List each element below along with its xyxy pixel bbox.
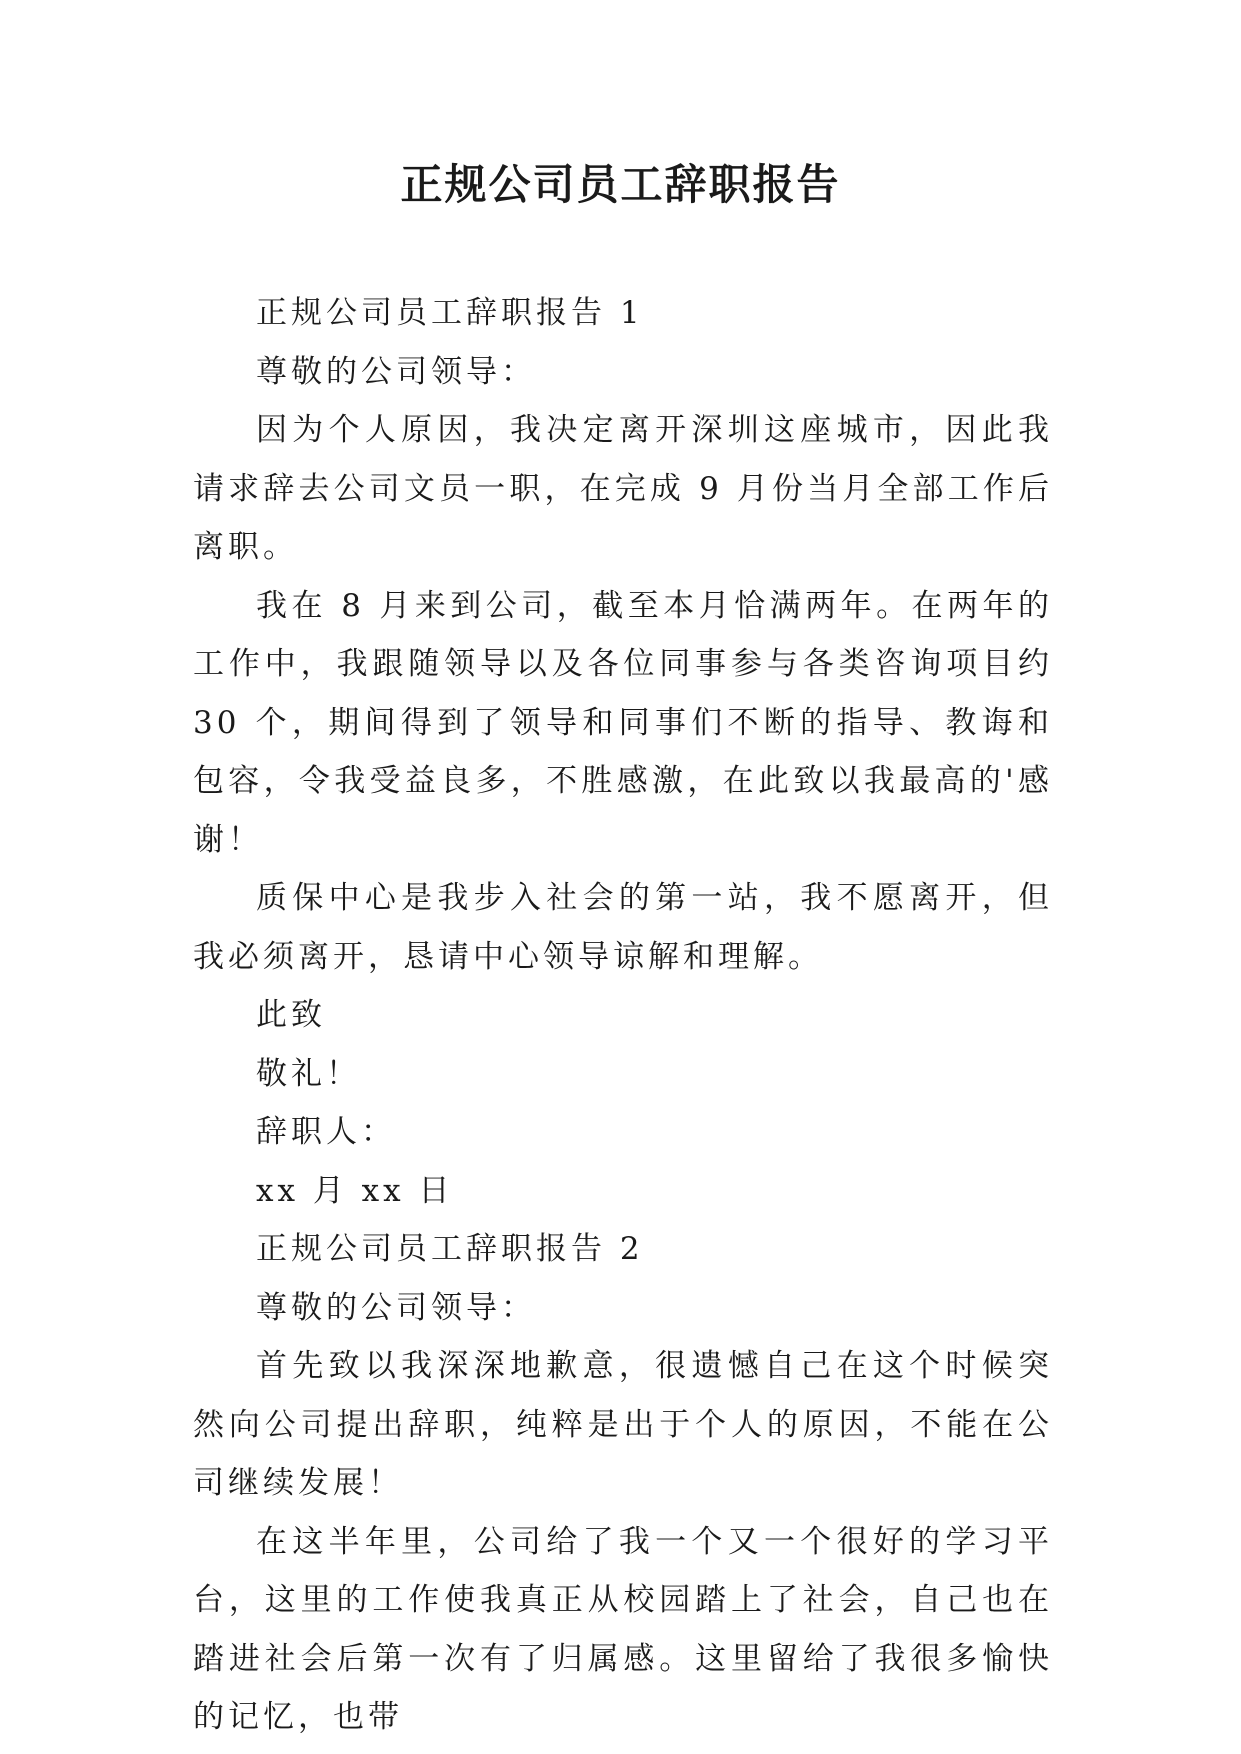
paragraph: 质保中心是我步入社会的第一站，我不愿离开，但我必须离开，恳请中心领导谅解和理解。	[193, 880, 1053, 975]
signature-label: 辞职人：	[256, 1114, 396, 1150]
paragraph: 首先致以我深深地歉意，很遗憾自己在这个时候突然向公司提出辞职，纯粹是出于个人的原因，不能在公司继续发展！	[193, 1348, 1053, 1501]
section-heading-1: 正规公司员工辞职报告 1	[256, 295, 644, 331]
paragraph: 因为个人原因，我决定离开深圳这座城市，因此我请求辞去公司文员一职，在完成 9 月份当月全部工作后离职。	[193, 412, 1053, 565]
paragraph: 我在 8 月来到公司，截至本月恰满两年。在两年的工作中，我跟随领导以及各位同事参与各类咨询项目约 30 个，期间得到了领导和同事们不断的指导、教诲和包容，令我受益良多，不胜感激，在此致以我最高的'感谢！	[193, 587, 1053, 858]
document-title: 正规公司员工辞职报告	[400, 160, 841, 209]
closing-line: 此致	[256, 997, 326, 1033]
closing-salute: 敬礼！	[256, 1055, 361, 1092]
salutation: 尊敬的公司领导：	[256, 353, 536, 390]
salutation: 尊敬的公司领导：	[256, 1289, 536, 1326]
paragraph: 在这半年里，公司给了我一个又一个很好的学习平台，这里的工作使我真正从校园踏上了社会，自己也在踏进社会后第一次有了归属感。这里留给了我很多愉快的记忆，也带	[193, 1523, 1053, 1735]
date-line: xx 月 xx 日	[256, 1172, 454, 1209]
section-heading-2: 正规公司员工辞职报告 2	[256, 1231, 644, 1267]
document-body	[193, 284, 1053, 1747]
